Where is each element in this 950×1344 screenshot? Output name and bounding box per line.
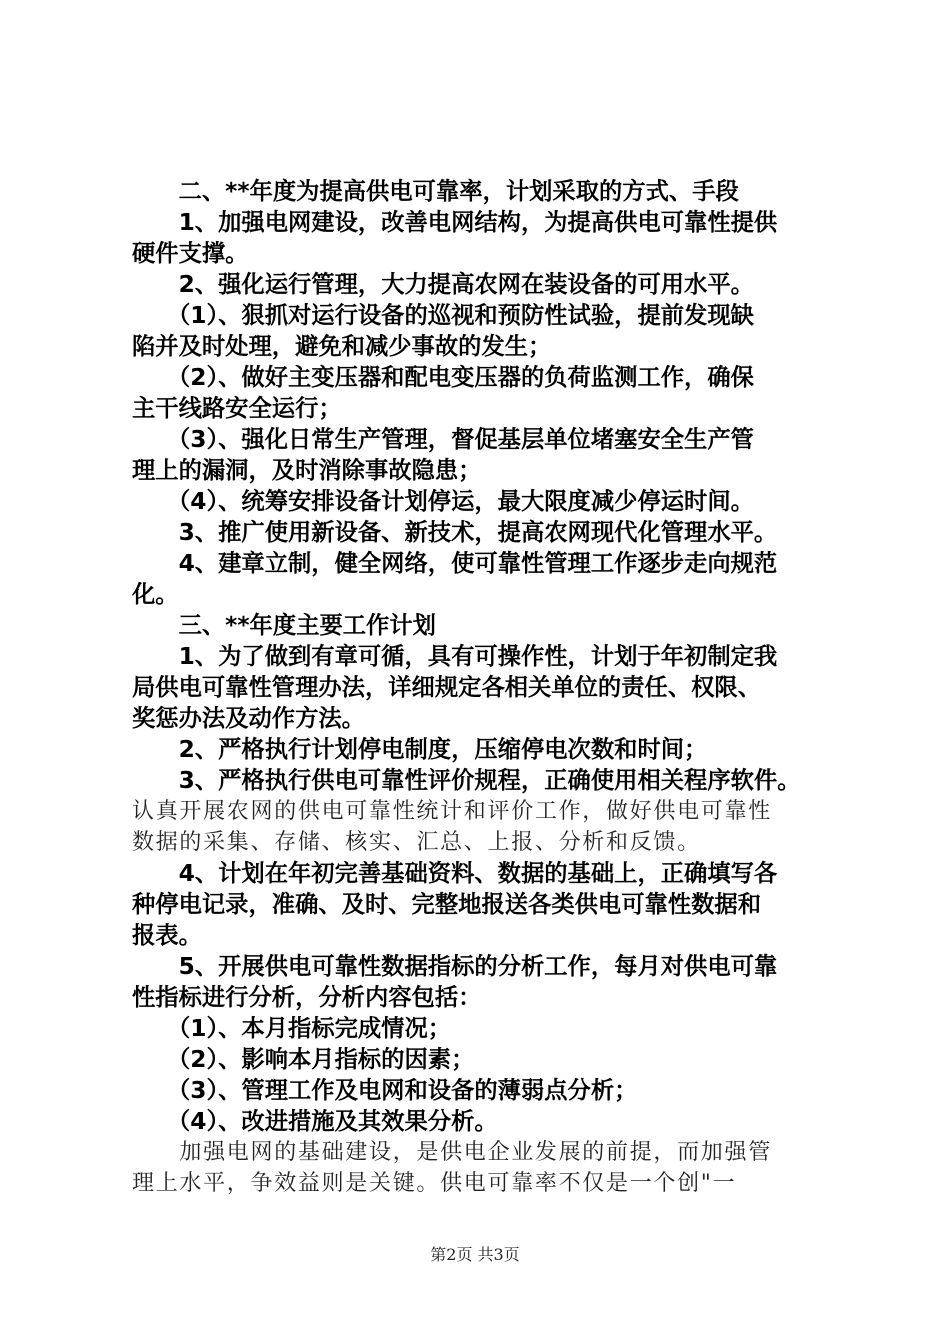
paragraph-line: （4）、改进措施及其效果分析。 <box>132 1108 498 1135</box>
paragraph-line: （3）、强化日常生产管理，督促基层单位堵塞安全生产管 <box>132 426 754 453</box>
paragraph-line: （3）、管理工作及电网和设备的薄弱点分析； <box>132 1077 638 1104</box>
paragraph-line: 种停电记录，准确、及时、完整地报送各类供电可靠性数据和 <box>132 891 762 918</box>
paragraph-line: （2）、影响本月指标的因素； <box>132 1046 475 1073</box>
paragraph-line: 报表。 <box>132 922 202 949</box>
paragraph-line: 1、加强电网建设，改善电网结构，为提高供电可靠性提供 <box>132 209 778 236</box>
paragraph-line: 2、强化运行管理，大力提高农网在装设备的可用水平。 <box>132 271 754 298</box>
section-heading-2: 二、**年度为提高供电可靠率，计划采取的方式、手段 <box>132 178 739 205</box>
paragraph-line: （1）、狠抓对运行设备的巡视和预防性试验，提前发现缺 <box>132 302 754 329</box>
paragraph-line: 陷并及时处理，避免和减少事故的发生； <box>132 333 552 360</box>
paragraph-line: 性指标进行分析，分析内容包括： <box>132 984 482 1011</box>
paragraph-line: 理上水平，争效益则是关键。供电可靠率不仅是一个创"一 <box>132 1171 737 1196</box>
paragraph-line: 3、推广使用新设备、新技术，提高农网现代化管理水平。 <box>132 519 778 546</box>
paragraph-line: 加强电网的基础建设，是供电企业发展的前提，而加强管 <box>132 1140 772 1165</box>
paragraph-line: 化。 <box>132 581 179 608</box>
paragraph-line: 数据的采集、存储、核实、汇总、上报、分析和反馈。 <box>132 830 701 855</box>
paragraph-line: 理上的漏洞，及时消除事故隐患； <box>132 457 482 484</box>
paragraph-line: 4、建章立制，健全网络，使可靠性管理工作逐步走向规范 <box>132 550 778 577</box>
paragraph-line: 主干线路安全运行； <box>132 395 342 422</box>
page-footer: 第2页 共3页 <box>430 1245 520 1264</box>
paragraph-line: 硬件支撑。 <box>132 240 249 267</box>
paragraph-line: 1、为了做到有章可循，具有可操作性，计划于年初制定我 <box>132 643 778 670</box>
paragraph-line: 3、严格执行供电可靠性评价规程，正确使用相关程序软件。 <box>132 767 801 794</box>
paragraph-line: 4、计划在年初完善基础资料、数据的基础上，正确填写各 <box>132 860 778 887</box>
paragraph-line: 奖惩办法及动作方法。 <box>132 705 365 732</box>
document-body <box>132 176 832 1199</box>
section-heading-3: 三、**年度主要工作计划 <box>132 612 436 639</box>
paragraph-line: （4）、统筹安排设备计划停运，最大限度减少停运时间。 <box>132 488 754 515</box>
paragraph-line: 2、严格执行计划停电制度，压缩停电次数和时间； <box>132 736 708 763</box>
paragraph-line: （2）、做好主变压器和配电变压器的负荷监测工作，确保 <box>132 364 754 391</box>
paragraph-line: 认真开展农网的供电可靠性统计和评价工作，做好供电可靠性 <box>132 799 772 824</box>
paragraph-line: 5、开展供电可靠性数据指标的分析工作，每月对供电可靠 <box>132 953 778 980</box>
paragraph-line: （1）、本月指标完成情况； <box>132 1015 452 1042</box>
paragraph-line: 局供电可靠性管理办法，详细规定各相关单位的责任、权限、 <box>132 674 762 701</box>
